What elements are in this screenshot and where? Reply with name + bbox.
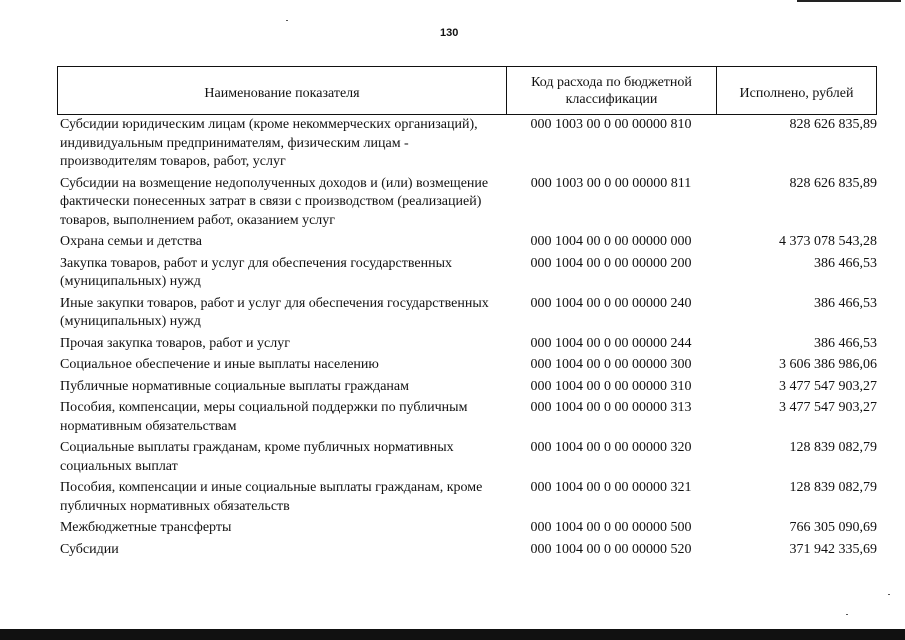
- row-amount: 128 839 082,79: [789, 440, 877, 455]
- row-code: 000 1003 00 0 00 00000 810: [530, 117, 692, 132]
- row-name: Публичные нормативные социальные выплаты гражданам: [60, 378, 409, 394]
- row-code: 000 1004 00 0 00 00000 000: [530, 234, 692, 249]
- row-code: 000 1004 00 0 00 00000 310: [530, 378, 692, 394]
- row-amount: 128 839 082,79: [789, 480, 877, 495]
- bottom-scan-bar: [0, 629, 905, 640]
- table-row: [57, 255, 877, 292]
- row-name: Иные закупки товаров, работ и услуг для обеспечения государственных (муниципальных) нужд: [60, 295, 489, 329]
- page-number: 130: [440, 27, 459, 39]
- table-row: [57, 479, 877, 516]
- row-amount: 766 305 090,69: [789, 520, 877, 535]
- row-amount: 828 626 835,89: [789, 175, 877, 191]
- table-row: [57, 295, 877, 332]
- scan-speck: [286, 20, 288, 21]
- row-amount: 371 942 335,69: [789, 541, 877, 557]
- scan-speck: [888, 594, 890, 595]
- row-code: 000 1004 00 0 00 00000 300: [530, 357, 692, 372]
- row-name: Социальное обеспечение и иные выплаты населению: [60, 357, 379, 372]
- table-row: [57, 335, 877, 354]
- row-code: 000 1004 00 0 00 00000 500: [530, 520, 692, 535]
- row-name: Субсидии: [60, 541, 119, 557]
- row-code: 000 1003 00 0 00 00000 811: [530, 175, 692, 191]
- scan-speck: [846, 614, 848, 615]
- table-row: [57, 233, 877, 252]
- row-amount: 386 466,53: [814, 335, 877, 351]
- row-amount: 3 477 547 903,27: [779, 400, 877, 415]
- row-code: 000 1004 00 0 00 00000 320: [530, 440, 692, 455]
- row-code: 000 1004 00 0 00 00000 200: [530, 255, 692, 271]
- top-rule: [797, 0, 901, 2]
- table-row: [57, 378, 877, 397]
- row-name: Охрана семьи и детства: [60, 234, 202, 249]
- header-amount: Исполнено, рублей: [739, 86, 854, 101]
- row-name: Пособия, компенсации и иные социальные выплаты гражданам, кроме публичных нормативных обязательств: [60, 480, 483, 514]
- row-amount: 3 606 386 986,06: [779, 357, 877, 372]
- table-row: [57, 439, 877, 476]
- table-row: [57, 541, 877, 560]
- table-row: [57, 519, 877, 538]
- table-body: [57, 116, 877, 562]
- row-amount: 4 373 078 543,28: [779, 234, 877, 249]
- row-code: 000 1004 00 0 00 00000 244: [530, 335, 692, 351]
- header-name: Наименование показателя: [58, 67, 507, 114]
- table-row: [57, 356, 877, 375]
- row-amount: 3 477 547 903,27: [779, 378, 877, 394]
- row-code: 000 1004 00 0 00 00000 321: [530, 480, 692, 495]
- table-row: [57, 175, 877, 231]
- row-name: Пособия, компенсации, меры социальной поддержки по публичным нормативным обязательствам: [60, 400, 468, 434]
- row-amount: 386 466,53: [814, 255, 877, 271]
- row-amount: 828 626 835,89: [789, 117, 877, 132]
- header-code: Код расхода по бюджетной классификации: [507, 67, 717, 114]
- row-name: Межбюджетные трансферты: [60, 520, 232, 535]
- row-name: Субсидии на возмещение недополученных доходов и (или) возмещение фактически понесенных затрат в связи с производством (реализацией) товаров, выполнением работ, оказанием услуг: [60, 175, 489, 228]
- row-code: 000 1004 00 0 00 00000 240: [530, 295, 692, 311]
- row-name: Закупка товаров, работ и услуг для обеспечения государственных (муниципальных) нужд: [60, 255, 453, 289]
- row-name: Прочая закупка товаров, работ и услуг: [60, 335, 290, 351]
- table-row: [57, 399, 877, 436]
- row-code: 000 1004 00 0 00 00000 313: [530, 400, 692, 415]
- row-name: Социальные выплаты гражданам, кроме публичных нормативных социальных выплат: [60, 440, 454, 474]
- table-row: [57, 116, 877, 172]
- row-amount: 386 466,53: [814, 295, 877, 311]
- row-name: Субсидии юридическим лицам (кроме некоммерческих организаций), индивидуальным предпринимателям, физическим лицам - производителям товаров, работ, услуг: [60, 117, 478, 169]
- row-code: 000 1004 00 0 00 00000 520: [530, 541, 692, 557]
- table-header: [57, 66, 877, 115]
